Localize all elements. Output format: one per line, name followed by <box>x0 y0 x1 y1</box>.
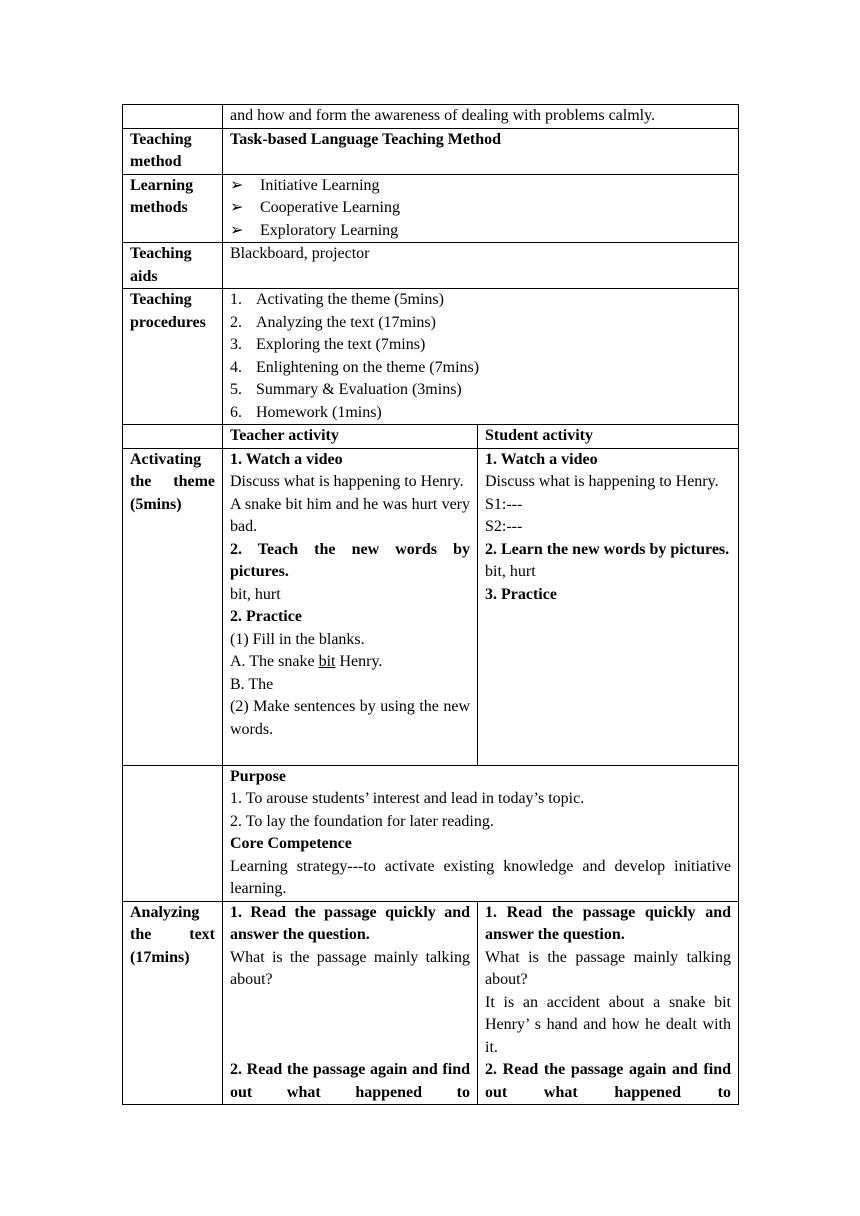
student-text: Discuss what is happening to Henry. <box>485 473 719 490</box>
student-text: S2:--- <box>485 518 523 535</box>
list-item: ➢ Exploratory Learning <box>230 220 731 243</box>
list-item: ➢ Initiative Learning <box>230 175 731 198</box>
teaching-aids-value: Blackboard, projector <box>223 243 739 289</box>
empty-label-cell <box>123 765 223 901</box>
student-step-heading: 2. Read the passage again and find out what happened to <box>485 1061 731 1101</box>
teacher-step-heading: 2. Teach the new words by pictures. <box>230 540 470 580</box>
core-competence-heading: Core Competence <box>230 835 352 852</box>
learning-methods-list <box>223 174 739 243</box>
activating-theme-label: Activating the theme (5mins) <box>123 448 223 765</box>
student-activity-header: Student activity <box>478 425 739 449</box>
purpose-text: Learning strategy---to activate existing knowledge and develop initiative learning. <box>230 857 731 897</box>
teacher-step-heading: 2. Read the passage again and find out what happened to <box>230 1061 470 1101</box>
student-text: What is the passage mainly talking about? <box>485 948 731 988</box>
teacher-step-heading: 1. Read the passage quickly and answer the question. <box>230 903 470 943</box>
teaching-aids-row <box>123 243 739 289</box>
teaching-procedures-row <box>123 289 739 425</box>
learning-methods-row <box>123 174 739 243</box>
list-item: 2. Analyzing the text (17mins) <box>230 313 436 331</box>
empty-label-cell <box>123 425 223 449</box>
teacher-text: A snake bit him and he was hurt very bad. <box>230 495 470 535</box>
analyzing-text-row <box>123 901 739 1105</box>
list-item: 3. Exploring the text (7mins) <box>230 336 426 353</box>
activating-student-cell <box>478 448 739 765</box>
teaching-procedures-label: Teaching procedures <box>123 289 223 425</box>
teacher-text: A. The snake bit Henry. <box>230 653 383 670</box>
teacher-step-heading: 2. Practice <box>230 608 302 625</box>
list-item: 6. Homework (1mins) <box>230 403 382 421</box>
lesson-plan-table <box>122 104 739 1105</box>
student-step-heading: 1. Read the passage quickly and answer the question. <box>485 903 731 943</box>
objectives-continuation-text: and how and form the awareness of dealing with problems calmly. <box>223 105 739 129</box>
analyzing-text-label: Analyzing the text (17mins) <box>123 901 223 1105</box>
analyzing-teacher-cell <box>223 901 478 1105</box>
teacher-text: What is the passage mainly talking about? <box>230 948 470 988</box>
purpose-cell <box>223 765 739 901</box>
teacher-text: Discuss what is happening to Henry. <box>230 473 464 490</box>
teacher-step-heading: 1. Watch a video <box>230 450 343 468</box>
student-step-heading: 3. Practice <box>485 585 557 603</box>
teaching-method-label: Teaching method <box>123 128 223 174</box>
activating-theme-row <box>123 448 739 765</box>
student-text: It is an accident about a snake bit Henry’ s hand and how he dealt with it. <box>485 993 731 1056</box>
objectives-continuation-row <box>123 105 739 129</box>
arrow-bullet-icon: ➢ <box>230 176 244 194</box>
teaching-method-row <box>123 128 739 174</box>
list-item: 4. Enlightening on the theme (7mins) <box>230 358 480 376</box>
student-step-heading: 1. Watch a video <box>485 450 598 468</box>
arrow-bullet-icon: ➢ <box>230 221 244 239</box>
learning-methods-label: Learning methods <box>123 174 223 243</box>
student-step-heading: 2. Learn the new words by pictures. <box>485 540 730 558</box>
list-item: ➢ Cooperative Learning <box>230 197 731 220</box>
teaching-aids-label: Teaching aids <box>123 243 223 289</box>
arrow-bullet-icon: ➢ <box>230 199 244 216</box>
teacher-text: bit, hurt <box>230 585 281 603</box>
teaching-method-value: Task-based Language Teaching Method <box>223 128 739 174</box>
teacher-activity-header: Teacher activity <box>223 425 478 449</box>
empty-label-cell <box>123 105 223 129</box>
teaching-procedures-list <box>223 289 739 425</box>
list-item: 1. Activating the theme (5mins) <box>230 291 444 308</box>
teacher-text: B. The <box>230 675 274 693</box>
analyzing-student-cell <box>478 901 739 1105</box>
activity-header-row <box>123 425 739 449</box>
student-text: S1:--- <box>485 495 523 513</box>
list-item: 5. Summary & Evaluation (3mins) <box>230 381 462 398</box>
activating-teacher-cell <box>223 448 478 765</box>
student-text: bit, hurt <box>485 563 536 580</box>
purpose-heading: Purpose <box>230 767 286 785</box>
teacher-text: (1) Fill in the blanks. <box>230 630 365 648</box>
purpose-row <box>123 765 739 901</box>
purpose-text: 1. To arouse students’ interest and lead in today’s topic. <box>230 790 585 807</box>
teacher-text: (2) Make sentences by using the new words. <box>230 698 470 738</box>
purpose-text: 2. To lay the foundation for later reading. <box>230 812 494 830</box>
